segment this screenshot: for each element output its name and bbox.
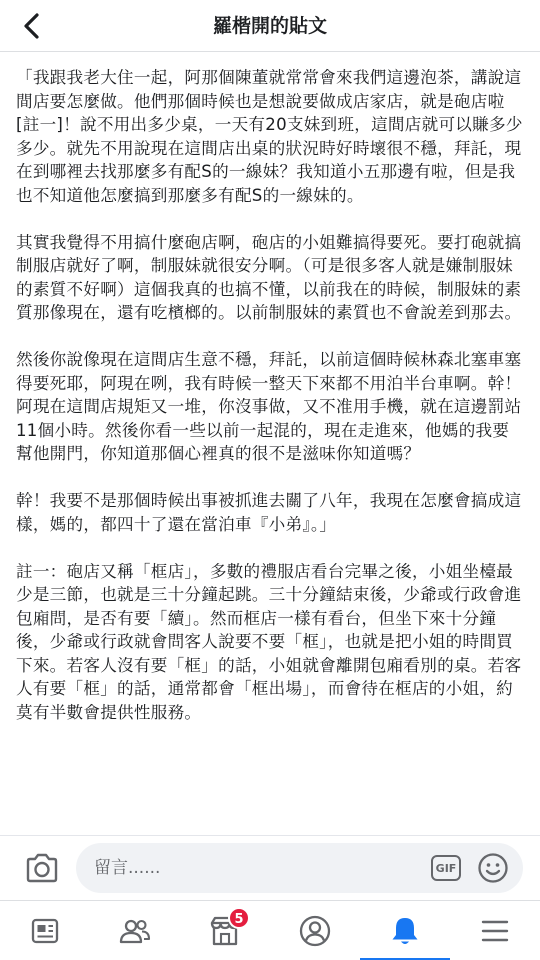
tab-marketplace[interactable] bbox=[180, 901, 270, 960]
post-paragraph: 「我跟我老大住一起，阿那個陳董就常常會來我們這邊泡茶，講說這間店要怎麼做。他們那個時候也是想說要做成店家店，就是砲店啦[註一]！說不用出多少桌，一天有20支妹到班，這間店就可以賺多少多少。就先不用說現在這間店出桌的狀況時好時壞很不穩，拜託，現在到哪裡去找那麼多有配S的一線妹？我知道小五那邊有啦，但是我也不知道他怎麼搞到那麼多有配S的一線妹的。 bbox=[16, 68, 523, 205]
post-footnote: 註一：砲店又稱「框店」，多數的禮服店看台完畢之後，小姐坐檯最少是三節，也就是三十分鐘起跳。三十分鐘結束後，少爺或行政會進包廂問，是否有要「續」。然而框店一樣有看台，但坐下來十分鐘後，少爺或行政就會問客人說要不要「框」，也就是把小姐的時間買下來。若客人沒有要「框」的話，小姐就會離開包廂看別的桌。若客人有要「框」的話，通常都會「框出場」，而會待在框店的小姐，約莫有半數會提供性服務。 bbox=[16, 561, 522, 722]
news-feed-icon bbox=[30, 916, 60, 946]
post-paragraph: 其實我覺得不用搞什麼砲店啊，砲店的小姐難搞得要死。要打砲就搞制服店就好了啊，制服妹就很安分啊。（可是很多客人就是嫌制服妹的素質不好啊）這個我真的也搞不懂，以前我在的時候，制服妹的素質那像現在，還有吃檳榔的。以前制服妹的素質也不會說差到那去。 bbox=[16, 232, 522, 322]
profile-icon bbox=[299, 915, 331, 947]
bell-icon bbox=[390, 915, 420, 947]
post-paragraph: 幹！我要不是那個時候出事被抓進去關了八年，我現在怎麼會搞成這樣，媽的，都四十了還在當泊車『小弟』。」 bbox=[16, 491, 522, 534]
smiley-icon bbox=[477, 852, 509, 884]
tab-menu[interactable] bbox=[450, 901, 540, 960]
notification-badge: 5 bbox=[228, 907, 250, 929]
page-title: 羅楷開的貼文 bbox=[212, 15, 327, 37]
gif-icon: GIF bbox=[431, 855, 461, 881]
tab-friends[interactable] bbox=[90, 901, 180, 960]
camera-button[interactable] bbox=[24, 851, 60, 885]
tab-notifications[interactable] bbox=[360, 901, 450, 960]
emoji-button[interactable] bbox=[476, 851, 510, 885]
comment-composer bbox=[0, 836, 540, 900]
post-paragraph: 然後你說像現在這間店生意不穩，拜託，以前這個時候林森北塞車塞得要死耶，阿現在咧，我有時候一整天下來都不用泊半台車啊。幹！阿現在這間店規矩又一堆，你沒事做，又不准用手機，就在這邊罰站11個小時。然後你看一些以前一起混的，現在走進來，他媽的我要幫他開門，你知道那個心裡真的很不是滋味你知道嗎？ bbox=[16, 350, 522, 463]
bottom-tab-bar bbox=[0, 900, 540, 960]
post-body bbox=[0, 52, 540, 835]
hamburger-menu-icon bbox=[481, 919, 509, 943]
tab-news-feed[interactable] bbox=[0, 901, 90, 960]
gif-button[interactable] bbox=[430, 852, 462, 884]
tab-profile[interactable] bbox=[270, 901, 360, 960]
friends-icon bbox=[118, 916, 152, 946]
top-navigation-bar bbox=[0, 0, 540, 52]
camera-icon bbox=[25, 853, 59, 883]
